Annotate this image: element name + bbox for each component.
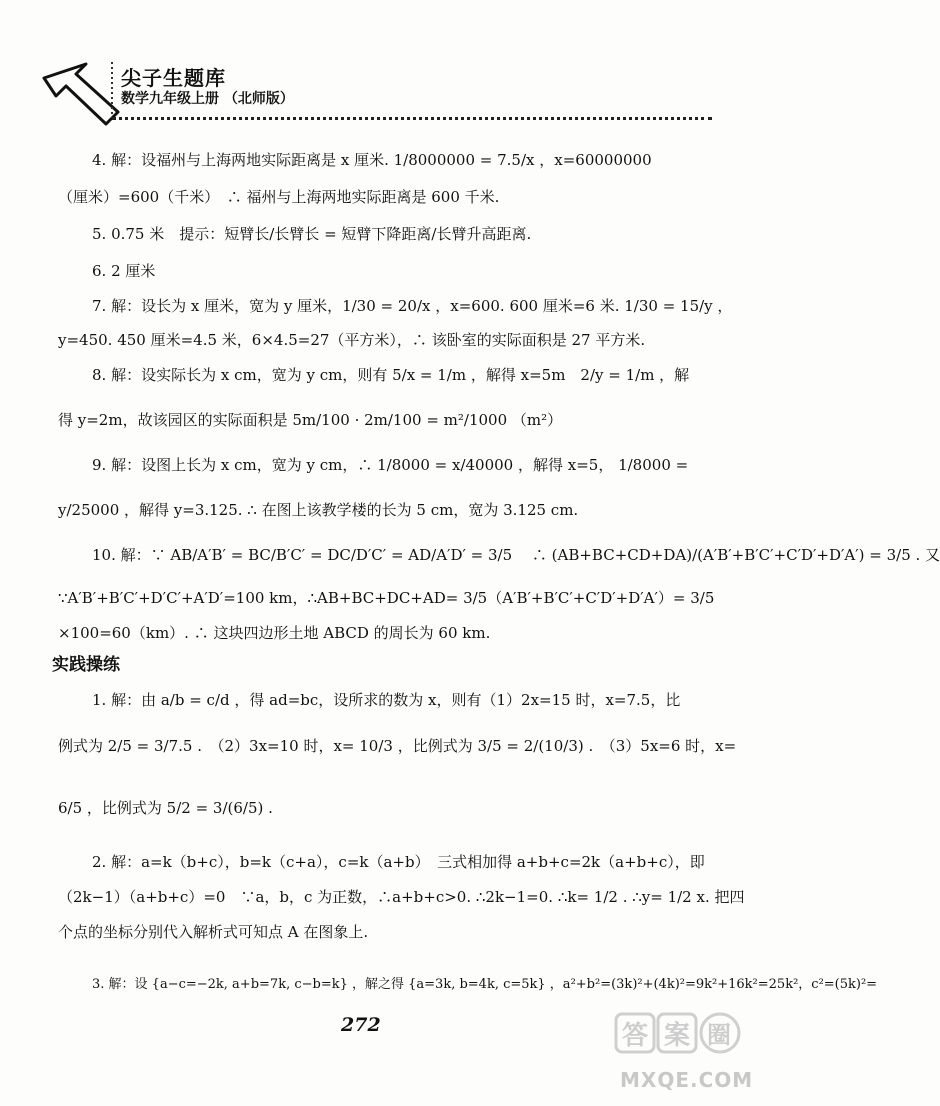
answer-line: ×100=60（km）. ∴ 这块四边形土地 ABCD 的周长为 60 km. [58,624,491,642]
book-subtitle: 数学九年级上册 （北师版） [121,91,294,107]
answer-line: （厘米）=600（千米） ∴ 福州与上海两地实际距离是 600 千米. [58,188,500,206]
svg-text:案: 案 [664,1021,691,1051]
series-title: 尖子生题库 [121,66,226,90]
watermark-site: MXQE.COM [620,1068,754,1092]
answer-line: 10. 解：∵ AB/A′B′ = BC/B′C′ = DC/D′C′ = AD/A′D′ = 3/5 ∴ (AB+BC+CD+DA)/(A′B′+B′C′+C′D′+D′A′) = 3/5 . 又 [92,546,940,564]
answer-line: 7. 解：设长为 x 厘米，宽为 y 厘米，1/30 = 20/x ，x=600. 600 厘米=6 米. 1/30 = 15/y ， [92,297,733,315]
answer-line: 3. 解：设 {a−c=−2k, a+b=7k, c−b=k} ，解之得 {a=3k, b=4k, c=5k} ，a²+b²=(3k)²+(4k)²=9k²+16k²=25k²，c²=(5k)²= [92,977,878,992]
answer-line: 8. 解：设实际长为 x cm，宽为 y cm，则有 5/x = 1/m ，解得 x=5m 2/y = 1/m ，解 [92,366,690,384]
answer-line: y/25000 ，解得 y=3.125. ∴ 在图上该教学楼的长为 5 cm，宽为 3.125 cm. [58,501,579,519]
answer-line: y=450. 450 厘米=4.5 米，6×4.5=27（平方米），∴ 该卧室的实际面积是 27 平方米. [58,331,646,349]
watermark-stamp [612,1008,742,1072]
svg-text:圈: 圈 [707,1021,731,1049]
watermark-icon [612,1008,742,1068]
answer-line: 5. 0.75 米 提示：短臂长/长臂长 = 短臂下降距离/长臂升高距离. [92,225,532,243]
answer-line: 6/5 ，比例式为 5/2 = 3/(6/5) . [58,799,273,817]
answer-line: 个点的坐标分别代入解析式可知点 A 在图象上. [58,923,369,941]
svg-text:答: 答 [622,1021,649,1051]
answer-line: 得 y=2m，故该园区的实际面积是 5m/100 · 2m/100 = m²/1000 （m²） [58,411,563,429]
answer-line: ∵A′B′+B′C′+D′C′+A′D′=100 km，∴AB+BC+DC+AD= 3/5（A′B′+B′C′+C′D′+D′A′）= 3/5 [58,589,715,607]
answer-line: 4. 解：设福州与上海两地实际距离是 x 厘米. 1/8000000 = 7.5/x ，x=60000000 [92,151,652,169]
answer-line: 1. 解：由 a/b = c/d ，得 ad=bc，设所求的数为 x，则有（1）2x=15 时，x=7.5，比 [92,691,681,709]
answer-line: （2k−1）（a+b+c）=0 ∵a，b，c 为正数，∴a+b+c>0. ∴2k−1=0. ∴k= 1/2 . ∴y= 1/2 x. 把四 [58,888,745,906]
answer-line: 9. 解：设图上长为 x cm，宽为 y cm，∴ 1/8000 = x/40000 ，解得 x=5， 1/8000 = [92,456,689,474]
section-heading: 实践操练 [52,655,120,675]
answer-line: 例式为 2/5 = 3/7.5 . （2）3x=10 时，x= 10/3 ，比例式为 3/5 = 2/(10/3) . （3）5x=6 时，x= [58,737,737,755]
answer-line: 6. 2 厘米 [92,262,156,280]
answer-line: 2. 解：a=k（b+c），b=k（c+a），c=k（a+b） 三式相加得 a+b+c=2k（a+b+c），即 [92,853,705,871]
page-number: 272 [341,1014,381,1036]
